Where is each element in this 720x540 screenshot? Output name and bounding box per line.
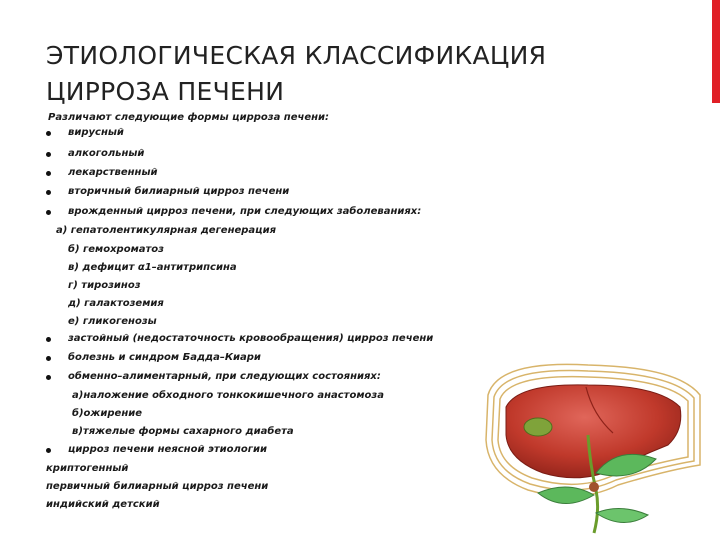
sub-item: в)тяжелые формы сахарного диабета bbox=[72, 426, 294, 437]
plain-item: индийский детский bbox=[46, 499, 160, 510]
bullet-icon bbox=[46, 448, 51, 453]
liver-illustration bbox=[468, 355, 708, 535]
bullet-icon bbox=[46, 190, 51, 195]
title-line-1: ЭТИОЛОГИЧЕСКАЯ КЛАССИФИКАЦИЯ bbox=[46, 41, 547, 70]
list-item: вторичный билиарный цирроз печени bbox=[68, 186, 290, 197]
sub-item: г) тирозиноз bbox=[68, 280, 141, 291]
list-item: врожденный цирроз печени, при следующих заболеваниях: bbox=[68, 206, 422, 217]
title-line-2: ЦИРРОЗА ПЕЧЕНИ bbox=[46, 77, 285, 106]
list-item: застойный (недостаточность кровообращения) цирроз печени bbox=[68, 333, 434, 344]
sub-item: а)наложение обходного тонкокишечного анастомоза bbox=[72, 390, 384, 401]
gallbladder-shape bbox=[524, 418, 552, 436]
bullet-icon bbox=[46, 152, 51, 157]
sub-item: е) гликогенозы bbox=[68, 316, 157, 327]
sub-item: в) дефицит α1–антитрипсина bbox=[68, 262, 237, 273]
list-item: обменно–алиментарный, при следующих состояниях: bbox=[68, 371, 381, 382]
list-item: цирроз печени неясной этиологии bbox=[68, 444, 267, 455]
accent-bar bbox=[712, 0, 720, 103]
plain-item: первичный билиарный цирроз печени bbox=[46, 481, 269, 492]
plain-item: криптогенный bbox=[46, 463, 129, 474]
intro-text: Различают следующие формы цирроза печени: bbox=[48, 112, 330, 123]
bullet-icon bbox=[46, 337, 51, 342]
sub-item: д) галактоземия bbox=[68, 298, 164, 309]
page-title bbox=[46, 38, 696, 110]
list-item: болезнь и синдром Бадда–Киари bbox=[68, 352, 261, 363]
sub-item: а) гепатолентикулярная дегенерация bbox=[56, 225, 277, 236]
bullet-icon bbox=[46, 210, 51, 215]
bullet-icon bbox=[46, 375, 51, 380]
leaf-shape bbox=[596, 508, 648, 522]
sub-item: б) гемохроматоз bbox=[68, 244, 164, 255]
list-item: вирусный bbox=[68, 127, 124, 138]
list-item: лекарственный bbox=[68, 167, 158, 178]
bullet-icon bbox=[46, 356, 51, 361]
flower-shape bbox=[589, 482, 599, 492]
list-item: алкогольный bbox=[68, 148, 145, 159]
bullet-icon bbox=[46, 131, 51, 136]
sub-item: б)ожирение bbox=[72, 408, 143, 419]
bullet-icon bbox=[46, 171, 51, 176]
